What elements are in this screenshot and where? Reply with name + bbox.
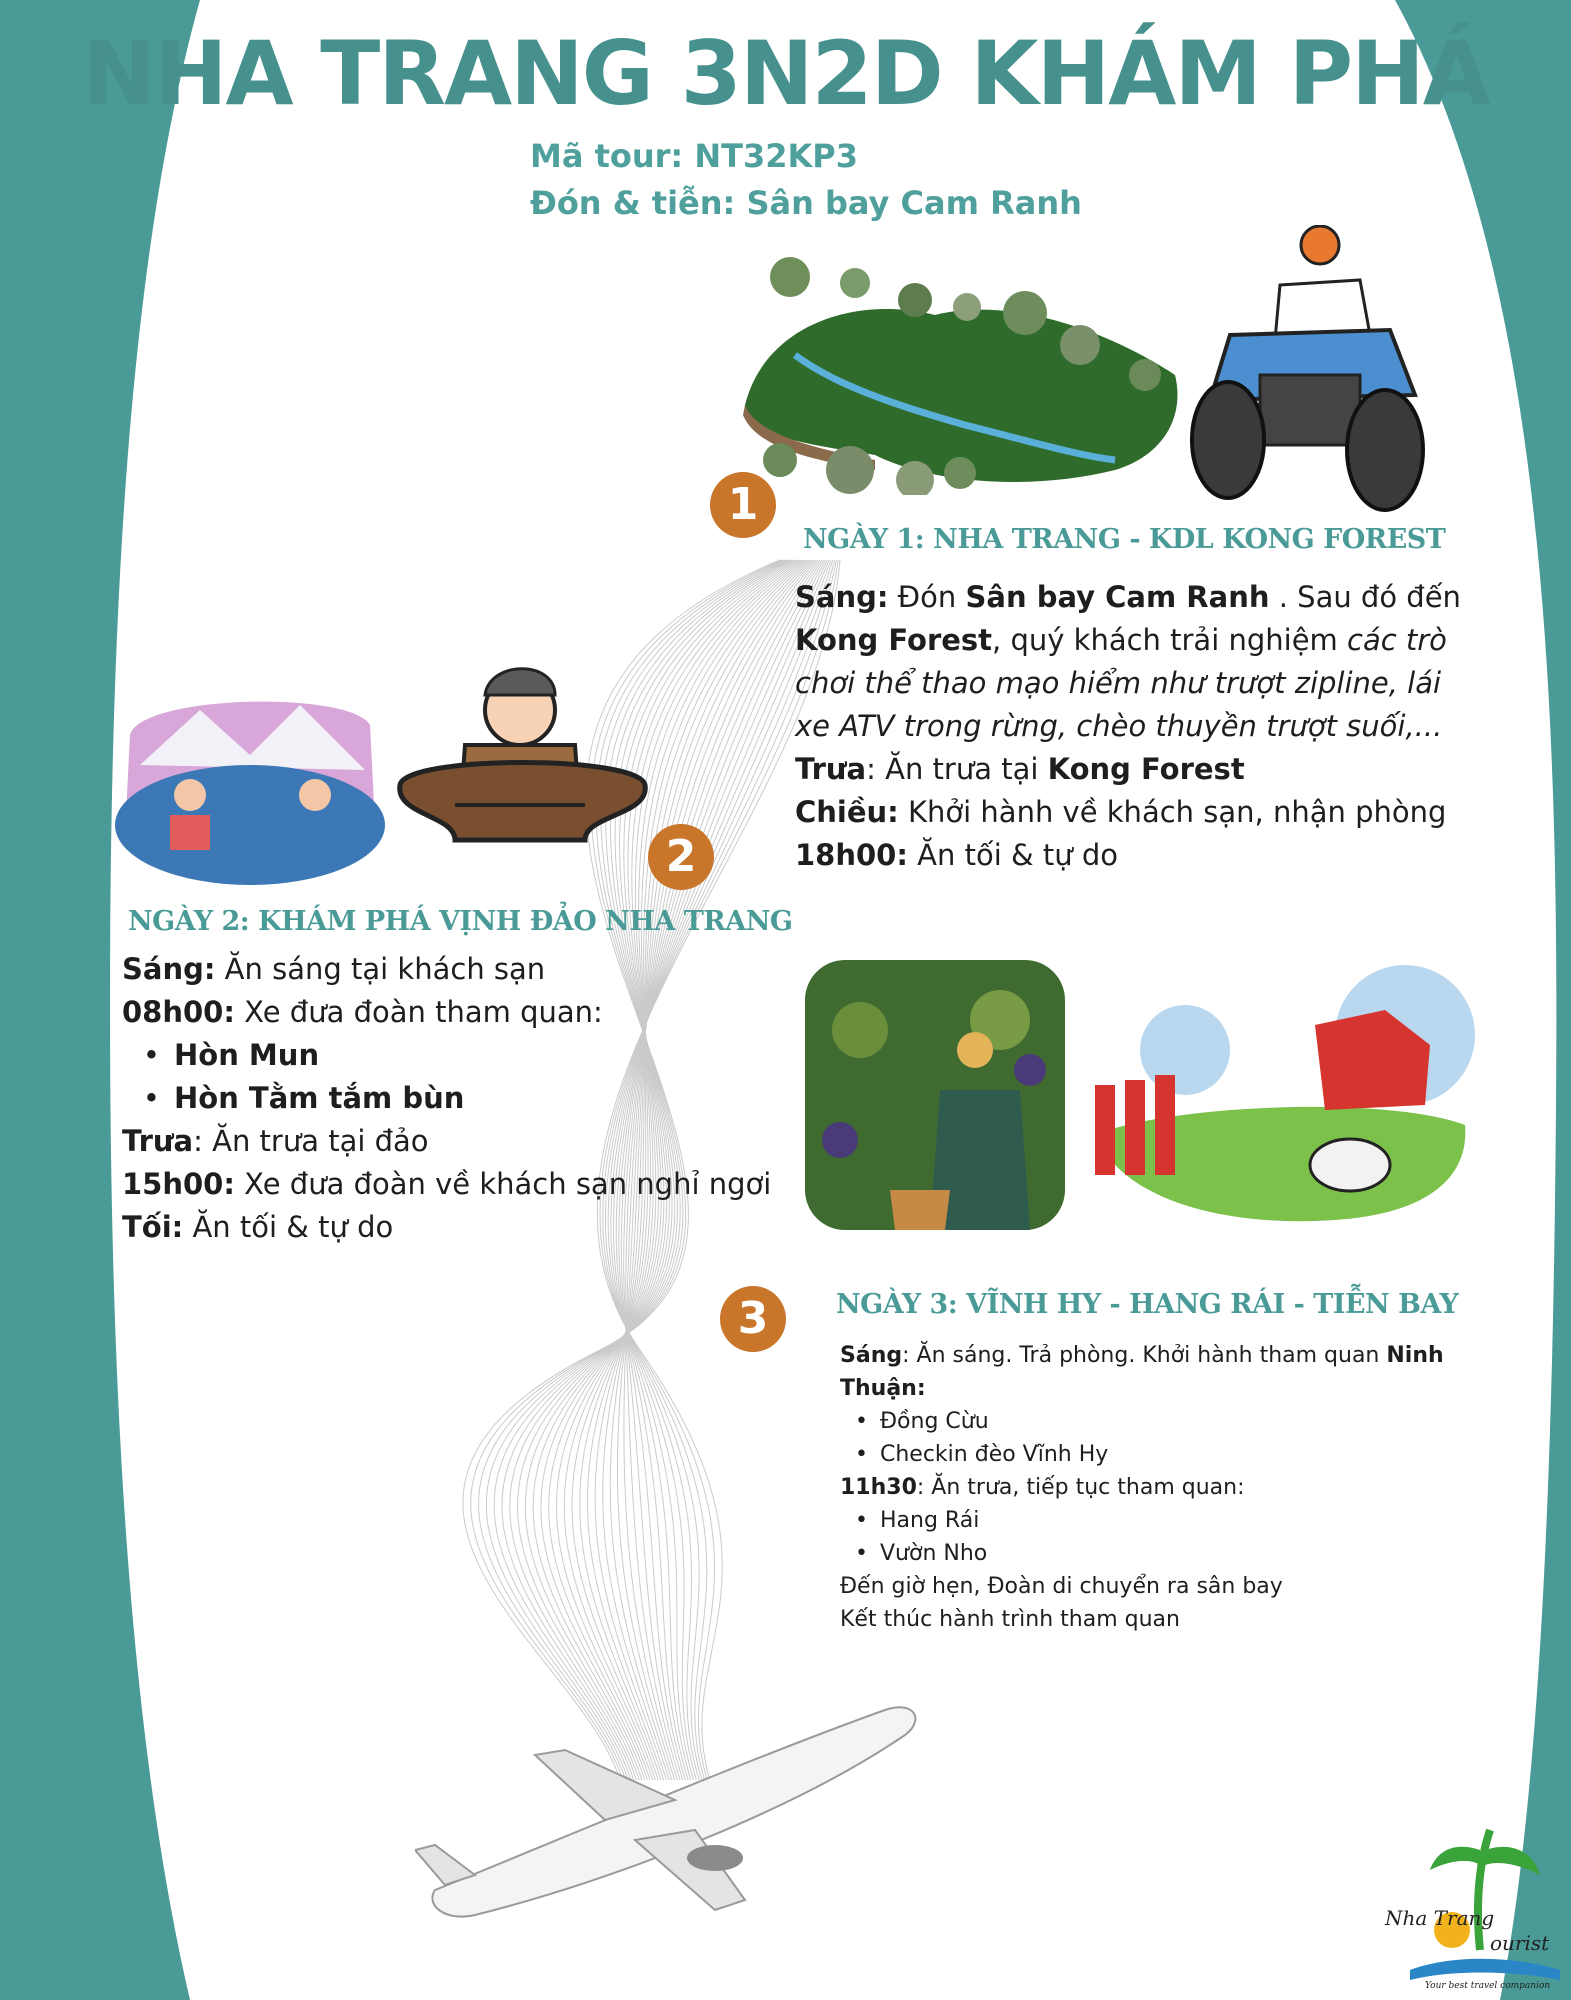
day-2-0800: 08h00: Xe đưa đoàn tham quan: (122, 995, 603, 1029)
day-2-1500: 15h00: Xe đưa đoàn về khách sạn nghỉ ngơi (122, 1167, 772, 1201)
day-1-evening: 18h00: Ăn tối & tự do (795, 838, 1118, 872)
hot-spring-illustration (110, 675, 385, 890)
day-3-heading: NGÀY 3: VĨNH HY - HANG RÁI - TIỄN BAY (836, 1289, 1459, 1320)
day-2-itinerary (122, 948, 771, 1249)
list-item: • Vườn Nho (855, 1541, 988, 1566)
day-3-airport-transfer: Đến giờ hẹn, Đoàn di chuyển ra sân bay (840, 1574, 1283, 1599)
day-3-1130: 11h30: Ăn trưa, tiếp tục tham quan: (840, 1475, 1245, 1500)
page-title: NHA TRANG 3N2D KHÁM PHÁ (82, 22, 1489, 125)
day-3-number-badge: 3 (720, 1286, 786, 1352)
day-3-morning: Sáng: Ăn sáng. Trả phòng. Khởi hành tham quan Ninh (840, 1343, 1444, 1368)
sheep-farm-illustration (1085, 965, 1475, 1235)
day-1-number-badge: 1 (710, 472, 776, 538)
day-2-evening: Tối: Ăn tối & tự do (122, 1210, 394, 1244)
list-item: • Đồng Cừu (855, 1409, 989, 1434)
svg-text:Your best travel companion: Your best travel companion (1425, 1981, 1551, 1990)
forest-map-illustration (735, 255, 1185, 495)
day-1-afternoon: Chiều: Khởi hành về khách sạn, nhận phòng (795, 795, 1447, 829)
day-2-number-badge: 2 (648, 824, 714, 890)
day-2-heading: NGÀY 2: KHÁM PHÁ VỊNH ĐẢO NHA TRANG (128, 906, 793, 937)
list-item: • Hòn Mun (142, 1038, 320, 1072)
pickup-info: Đón & tiễn: Sân bay Cam Ranh (530, 184, 1082, 222)
mud-bath-illustration (395, 655, 650, 870)
list-item: • Checkin đèo Vĩnh Hy (855, 1442, 1109, 1467)
svg-text:ourist: ourist (1490, 1931, 1550, 1955)
day-2-morning: Sáng: Ăn sáng tại khách sạn (122, 952, 546, 986)
day-3-end: Kết thúc hành trình tham quan (840, 1607, 1180, 1632)
day-1-noon: Trưa: Ăn trưa tại Kong Forest (795, 752, 1245, 786)
day-2-noon: Trưa: Ăn trưa tại đảo (122, 1124, 429, 1158)
atv-rider-illustration (1190, 225, 1430, 515)
tour-code: Mã tour: NT32KP3 (530, 137, 859, 175)
svg-text:Nha Trang: Nha Trang (1385, 1906, 1495, 1930)
nha-trang-tourist-logo (1380, 1820, 1570, 1990)
vineyard-illustration (800, 950, 1070, 1240)
list-item: • Hang Rái (855, 1508, 980, 1533)
day-1-morning: Sáng: Đón Sân bay Cam Ranh . Sau đó đến (795, 580, 1461, 614)
airplane-illustration (415, 1700, 925, 1925)
list-item: • Hòn Tằm tắm bùn (142, 1081, 465, 1115)
day-1-itinerary: Sáng: Đón Sân bay Cam Ranh . Sau đó đến Kong Forest, quý khách trải nghiệm các trò chơi thể thao mạo hiểm như trượt zipline, lái xe ATV trong rừng, chèo thuyền trượt suối,... Trưa: Ăn trưa tại Kong Forest Chiều: Khởi hành về khách sạn, nhận phòng 18h00: Ăn tối & tự do (795, 576, 1461, 877)
day-1-heading: NGÀY 1: NHA TRANG - KDL KONG FOREST (803, 524, 1446, 555)
day-3-itinerary: Sáng: Ăn sáng. Trả phòng. Khởi hành tham quan Ninh Thuận: • Đồng Cừu • Checkin đèo Vĩnh Hy 11h30: Ăn trưa, tiếp tục tham quan: • Hang Rái • Vườn Nho Đến giờ hẹn, Đoàn di chuyển ra sân bay Kết thúc hành trình tham quan (840, 1339, 1444, 1636)
